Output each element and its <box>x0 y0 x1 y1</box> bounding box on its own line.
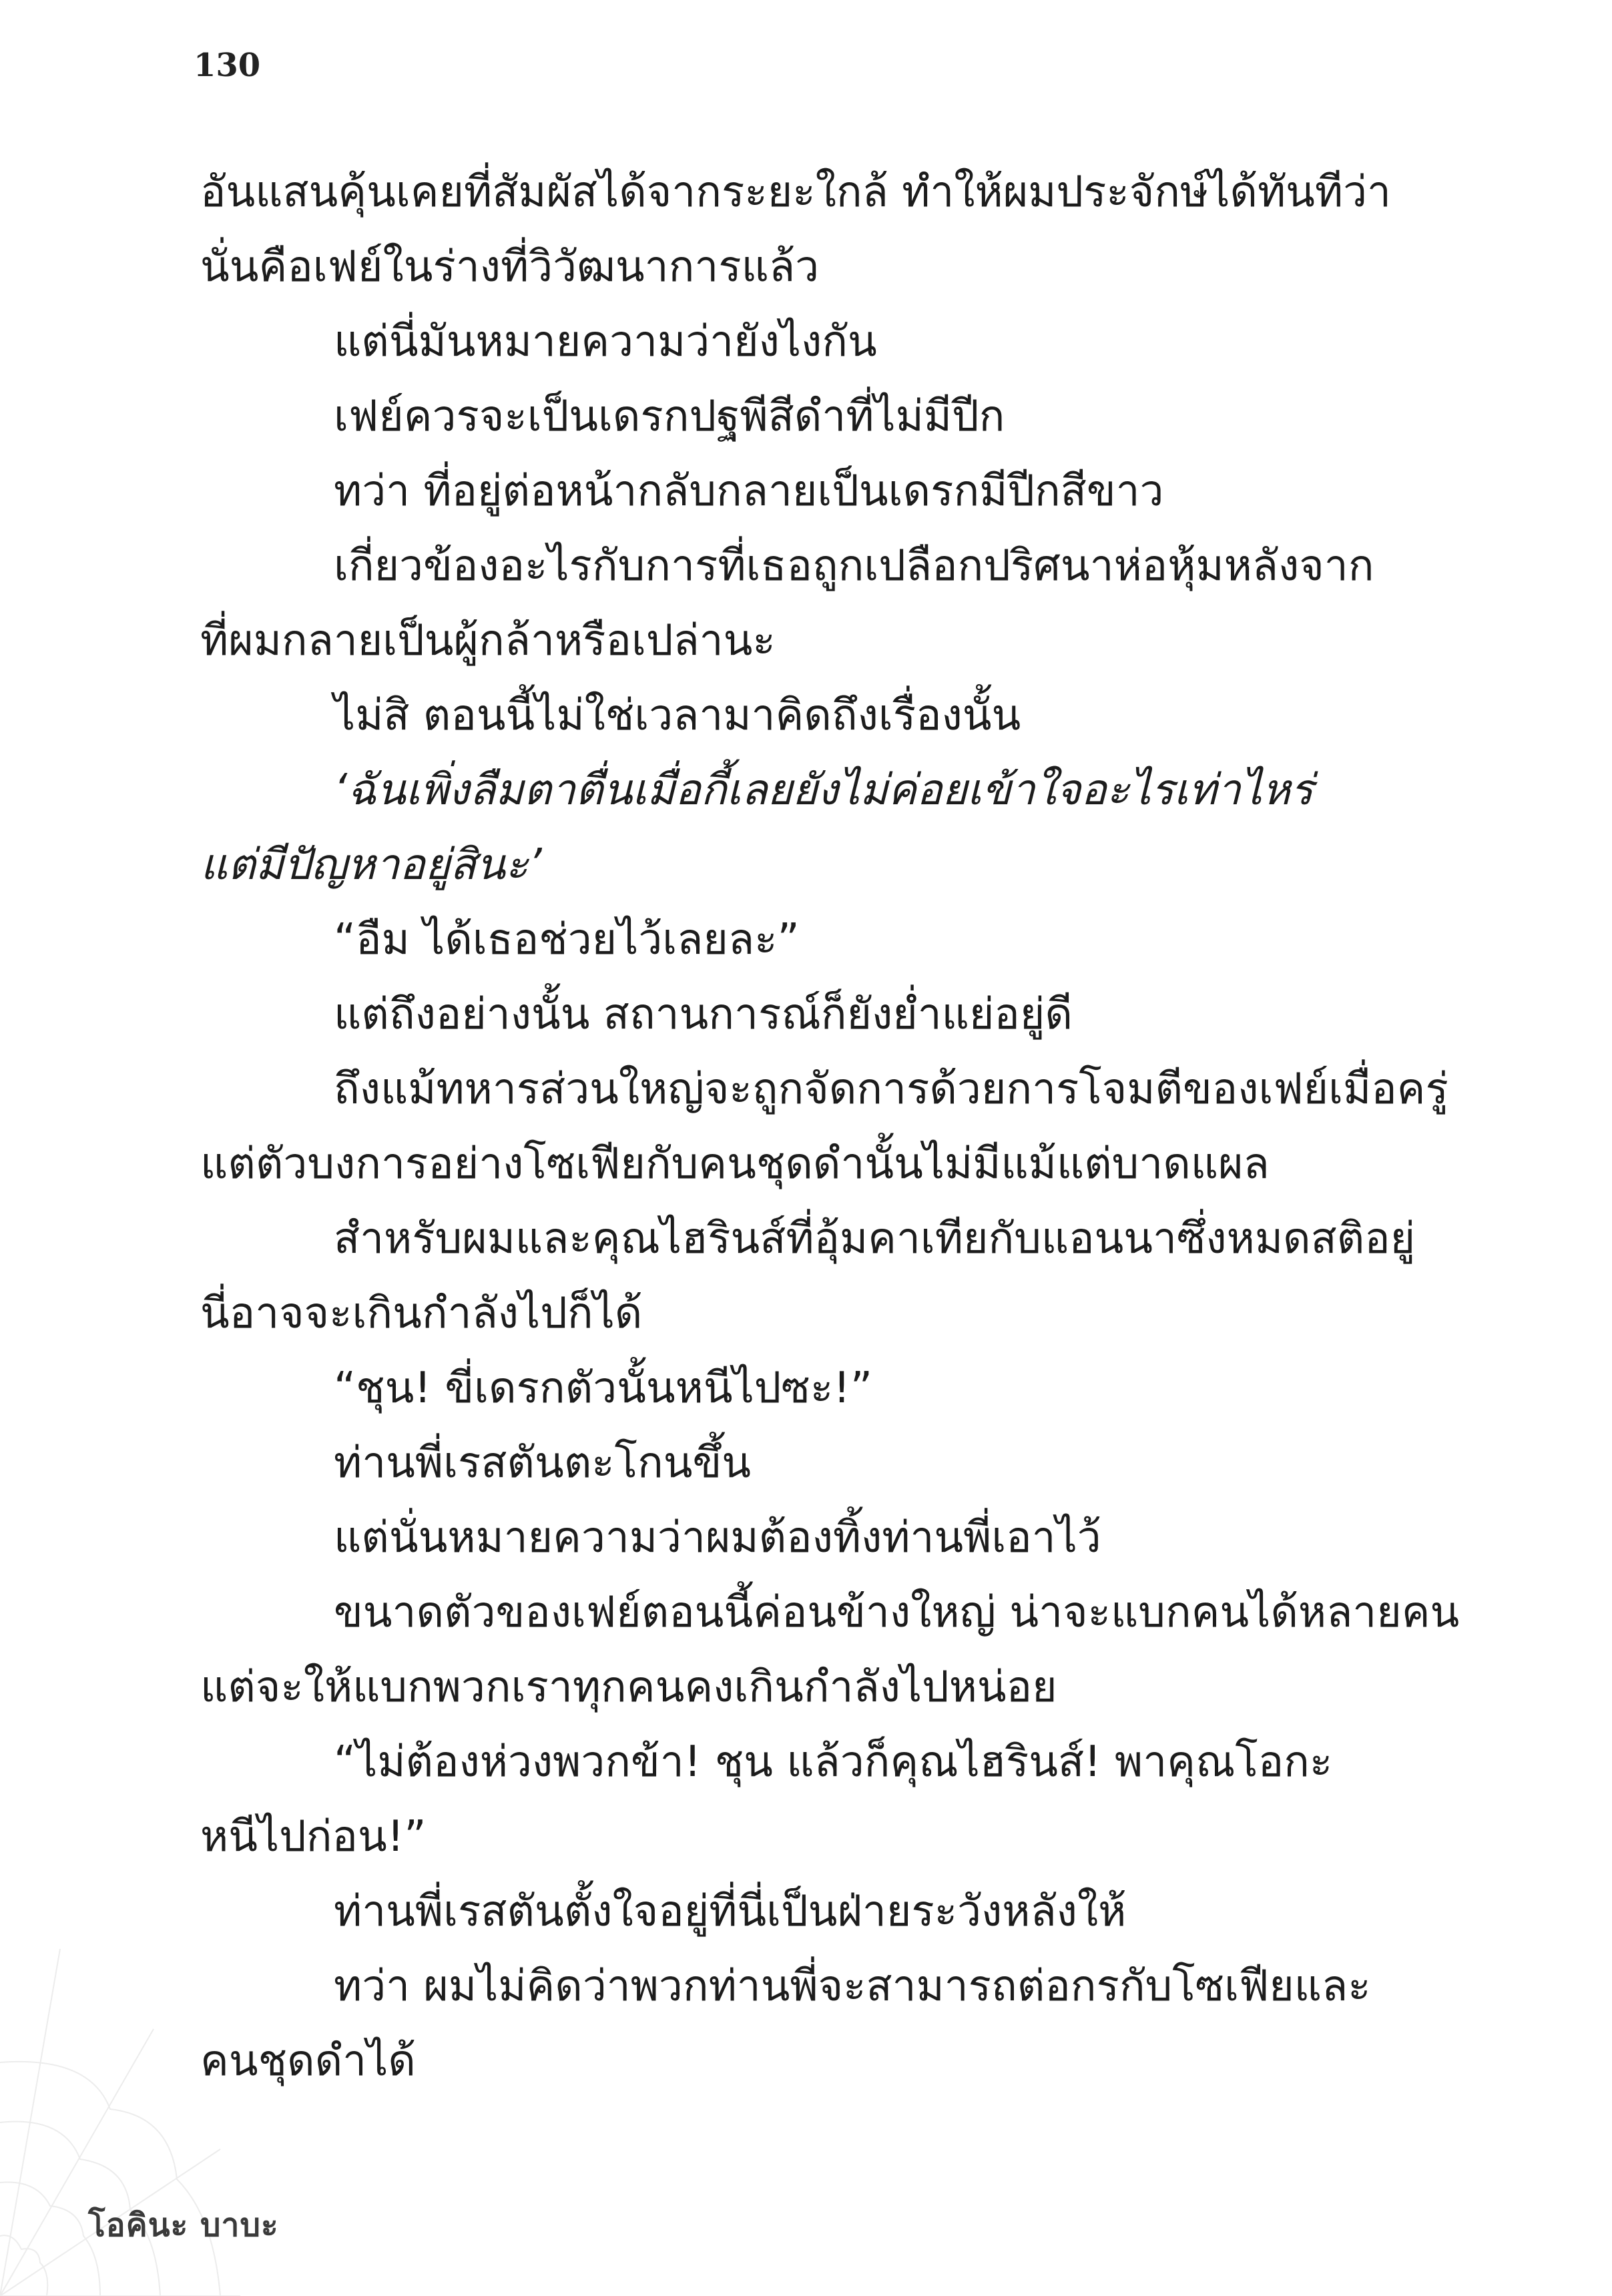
text-line: นี่อาจจะเกินกำลังไปก็ได้ <box>200 1289 643 1338</box>
page-number: 130 <box>194 47 261 84</box>
dialogue-line: “ไม่ต้องห่วงพวกข้า! ชุน แล้วก็คุณไฮรินส์! พาคุณโอกะ <box>334 1737 1333 1787</box>
text-line: นั่นคือเฟย์ในร่างที่วิวัฒนาการแล้ว <box>200 242 820 292</box>
text-line: ถึงแม้ทหารส่วนใหญ่จะถูกจัดการด้วยการโจมตีของเฟย์เมื่อครู่ <box>334 1065 1448 1114</box>
text-line: คนชุดดำได้ <box>200 2036 416 2086</box>
text-line: สำหรับผมและคุณไฮรินส์ที่อุ้มคาเทียกับแอนนาซึ่งหมดสติอยู่ <box>334 1214 1416 1263</box>
text-line: อันแสนคุ้นเคยที่สัมผัสได้จากระยะใกล้ ทำให้ผมประจักษ์ได้ทันทีว่า <box>200 168 1391 217</box>
text-line: เกี่ยวข้องอะไรกับการที่เธอถูกเปลือกปริศนาห่อหุ้มหลังจาก <box>334 541 1374 591</box>
dialogue-line: “ชุน! ขี่เดรกตัวนั้นหนีไปซะ!” <box>334 1364 873 1413</box>
text-line: แต่จะให้แบกพวกเราทุกคนคงเกินกำลังไปหน่อย <box>200 1663 1057 1712</box>
footer-author: โอคินะ บาบะ <box>88 2207 279 2244</box>
dialogue-line: หนีไปก่อน!” <box>200 1812 427 1861</box>
text-line: แต่นั่นหมายความว่าผมต้องทิ้งท่านพี่เอาไว้ <box>334 1513 1101 1562</box>
thought-line: แต่มีปัญหาอยู่สินะ’ <box>200 840 542 890</box>
text-line: ไม่สิ ตอนนี้ไม่ใช่เวลามาคิดถึงเรื่องนั้น <box>334 691 1021 740</box>
text-line: ขนาดตัวของเฟย์ตอนนี้ค่อนข้างใหญ่ น่าจะแบกคนได้หลายคน <box>334 1588 1460 1637</box>
thought-line: ‘ฉันเพิ่งลืมตาตื่นเมื่อกี้เลยยังไม่ค่อยเข้าใจอะไรเท่าไหร่ <box>334 766 1314 815</box>
body-text <box>200 155 1460 2098</box>
text-line: ทว่า ผมไม่คิดว่าพวกท่านพี่จะสามารถต่อกรกับโซเฟียและ <box>334 1962 1371 2011</box>
text-line: แต่ถึงอย่างนั้น สถานการณ์ก็ยังย่ำแย่อยู่ดี <box>334 990 1073 1039</box>
text-line: ที่ผมกลายเป็นผู้กล้าหรือเปล่านะ <box>200 616 776 665</box>
text-line: ทว่า ที่อยู่ต่อหน้ากลับกลายเป็นเดรกมีปีกสีขาว <box>334 467 1164 516</box>
text-line: แต่นี่มันหมายความว่ายังไงกัน <box>334 317 877 366</box>
text-line: แต่ตัวบงการอย่างโซเฟียกับคนชุดดำนั้นไม่มีแม้แต่บาดแผล <box>200 1139 1270 1189</box>
text-line: ท่านพี่เรสตันตะโกนขึ้น <box>334 1438 751 1488</box>
text-line: เฟย์ควรจะเป็นเดรกปฐพีสีดำที่ไม่มีปีก <box>334 392 1005 441</box>
dialogue-line: “อืม ได้เธอช่วยไว้เลยละ” <box>334 915 800 964</box>
text-line: ท่านพี่เรสตันตั้งใจอยู่ที่นี่เป็นฝ่ายระวังหลังให้ <box>334 1887 1127 1936</box>
